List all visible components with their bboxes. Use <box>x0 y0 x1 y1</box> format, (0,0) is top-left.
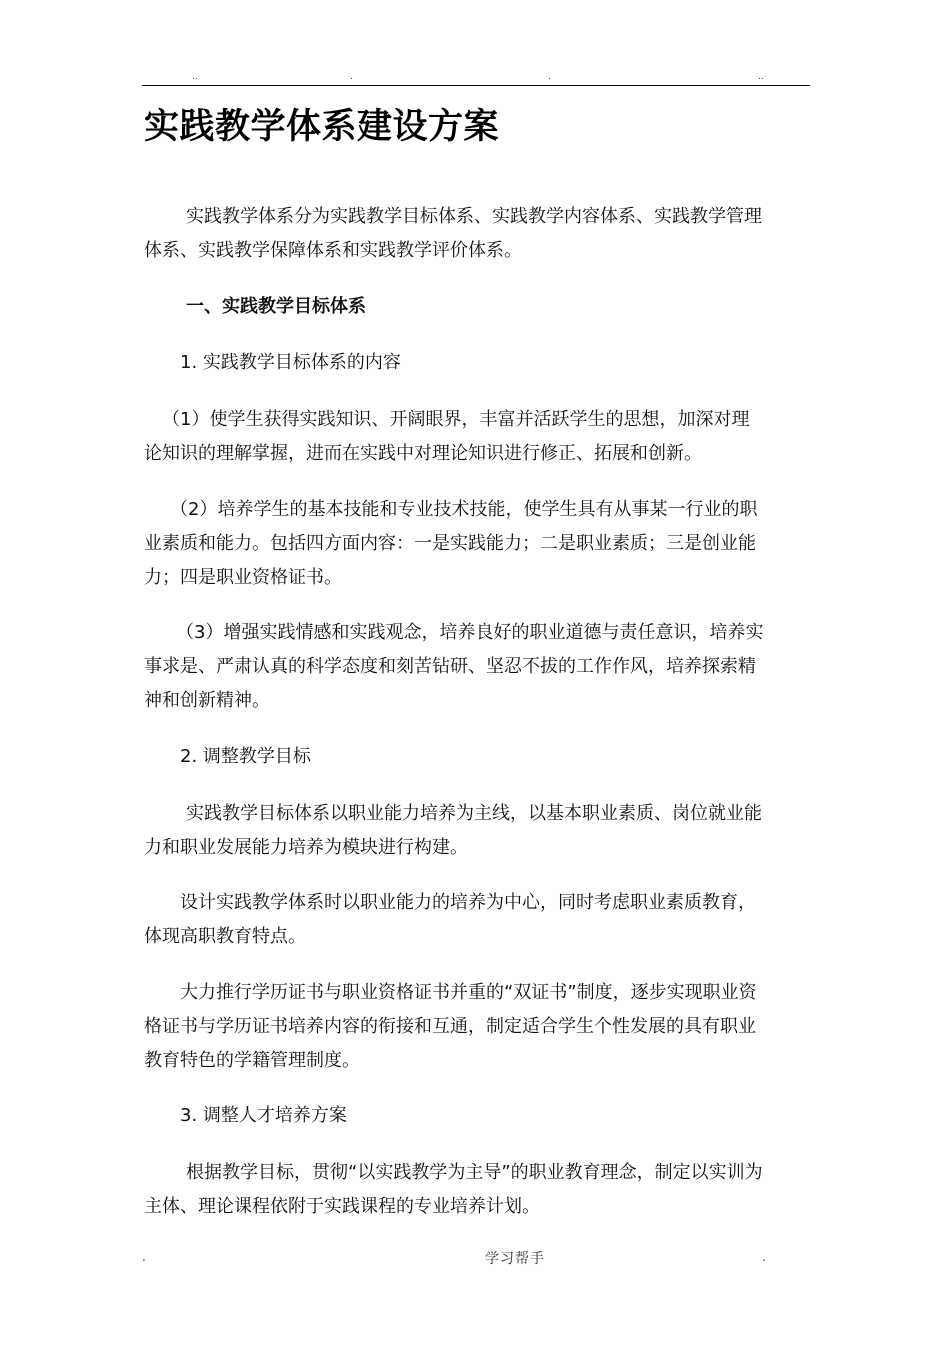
text-line: 教育特色的学籍管理制度。 <box>144 1050 360 1071</box>
text-line: 力和职业发展能力培养为模块进行构建。 <box>144 837 468 858</box>
footer-left-mark: . <box>142 1250 146 1264</box>
header-marks <box>142 72 810 84</box>
subsection-heading: 3. 调整人才培养方案 <box>180 1105 347 1126</box>
list-item-paragraph <box>144 403 749 471</box>
list-item-paragraph <box>144 493 757 595</box>
text-line: 设计实践教学体系时以职业能力的培养为中心，同时考虑职业素质教育， <box>180 892 756 913</box>
footer-label: 学习帮手 <box>485 1251 545 1267</box>
text-line: 格证书与学历证书培养内容的衔接和互通，制定适合学生个性发展的具有职业 <box>144 1016 756 1037</box>
intro-paragraph <box>144 200 762 268</box>
page-footer <box>142 1248 810 1268</box>
body-paragraph <box>144 797 762 865</box>
text-line: 根据教学目标，贯彻“以实践教学为主导”的职业教育理念，制定以实训为 <box>186 1162 763 1183</box>
text-line: 神和创新精神。 <box>144 690 270 711</box>
text-line: 大力推行学历证书与职业资格证书并重的“双证书”制度，逐步实现职业资 <box>180 982 757 1003</box>
text-line: （1）使学生获得实践知识、开阔眼界，丰富并活跃学生的思想，加深对理 <box>162 409 750 430</box>
header-mark: .. <box>192 72 198 82</box>
text-line: 力；四是职业资格证书。 <box>144 567 342 588</box>
text-line: 体现高职教育特点。 <box>144 926 306 947</box>
subsection-heading: 1. 实践教学目标体系的内容 <box>180 352 401 373</box>
text-line: 业素质和能力。包括四方面内容：一是实践能力；二是职业素质；三是创业能 <box>144 533 756 554</box>
text-line: （3）增强实践情感和实践观念，培养良好的职业道德与责任意识，培养实 <box>176 622 764 643</box>
text-line: 实践教学目标体系以职业能力培养为主线，以基本职业素质、岗位就业能 <box>186 803 762 824</box>
header-mark: .. <box>758 72 764 82</box>
text-line: 主体、理论课程依附于实践课程的专业培养计划。 <box>144 1196 540 1217</box>
text-line: 体系、实践教学保障体系和实践教学评价体系。 <box>144 240 522 261</box>
text-line: （2）培养学生的基本技能和专业技术技能，使学生具有从事某一行业的职 <box>170 499 758 520</box>
body-paragraph <box>144 976 757 1078</box>
text-line: 论知识的理解掌握，进而在实践中对理论知识进行修正、拓展和创新。 <box>144 443 702 464</box>
body-paragraph <box>144 1156 763 1224</box>
body-paragraph <box>144 886 756 954</box>
header-mark: . <box>548 72 551 82</box>
text-line: 实践教学体系分为实践教学目标体系、实践教学内容体系、实践教学管理 <box>186 206 762 227</box>
header-mark: . <box>350 72 353 82</box>
footer-right-mark: . <box>762 1250 766 1264</box>
list-item-paragraph <box>144 616 763 718</box>
subsection-heading: 2. 调整教学目标 <box>180 746 311 767</box>
text-line: 事求是、严肃认真的科学态度和刻苦钻研、坚忍不拔的工作作风，培养探索精 <box>144 656 756 677</box>
document-title: 实践教学体系建设方案 <box>144 107 500 147</box>
section-heading: 一、实践教学目标体系 <box>186 296 366 317</box>
header-rule <box>142 85 810 86</box>
